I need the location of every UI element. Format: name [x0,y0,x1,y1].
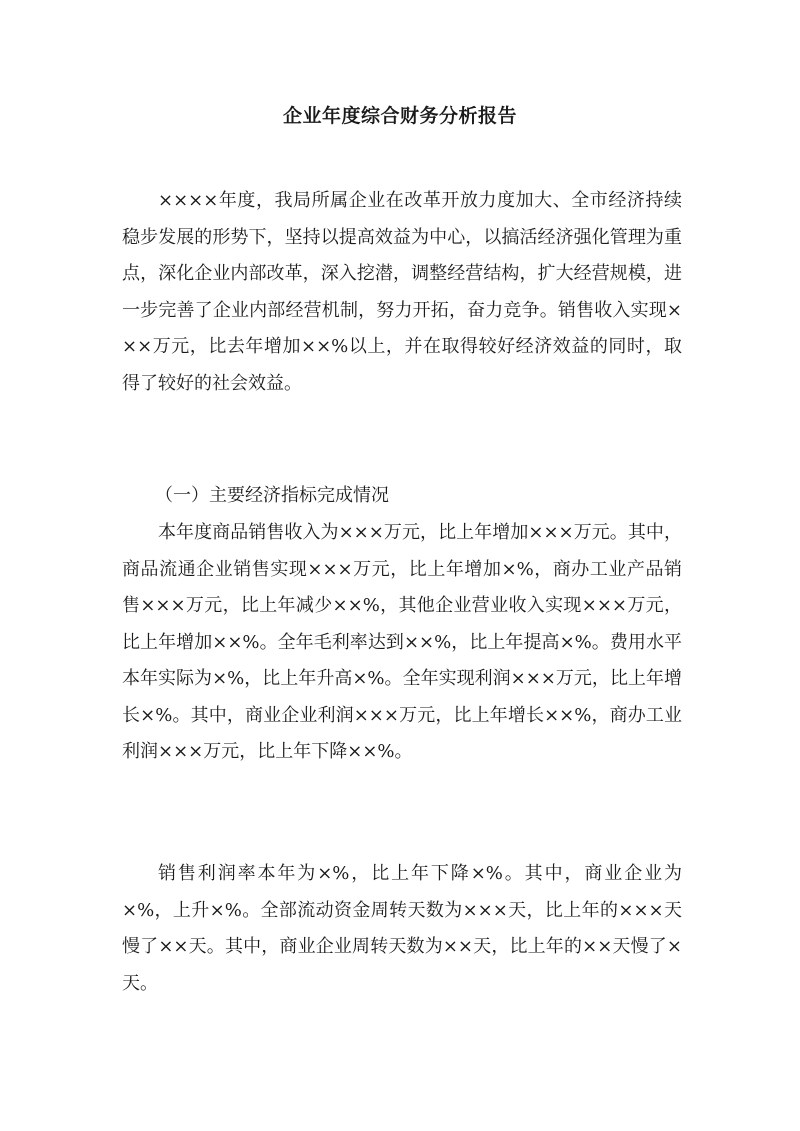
intro-paragraph: ××××年度，我局所属企业在改革开放力度加大、全市经济持续稳步发展的形势下，坚持以提高效益为中心，以搞活经济强化管理为重点，深化企业内部改革，深入挖潜，调整经营结构，扩大经营规模，进一步完善了企业内部经营机制，努力开拓，奋力竞争。销售收入实现×××万元，比去年增加××%以上，并在取得较好经济效益的同时，取得了较好的社会效益。 [122,190,682,394]
section-paragraph-profit: 销售利润率本年为×%，比上年下降×%。其中，商业企业为×%，上升×%。全部流动资金周转天数为×××天，比上年的×××天慢了××天。其中，商业企业周转天数为××天，比上年的××天慢了×天。 [122,863,682,994]
section-paragraph-indicators: 本年度商品销售收入为×××万元，比上年增加×××万元。其中，商品流通企业销售实现×××万元，比上年增加×%，商办工业产品销售×××万元，比上年减少××%，其他企业营业收入实现×××万元，比上年增加××%。全年毛利率达到××%，比上年提高×%。费用水平本年实际为×%，比上年升高×%。全年实现利润×××万元，比上年增长×%。其中，商业企业利润×××万元，比上年增长××%，商办工业利润×××万元，比上年下降××%。 [122,522,682,762]
section-heading: （一）主要经济指标完成情况 [155,485,389,506]
document-title: 企业年度综合财务分析报告 [282,105,517,127]
